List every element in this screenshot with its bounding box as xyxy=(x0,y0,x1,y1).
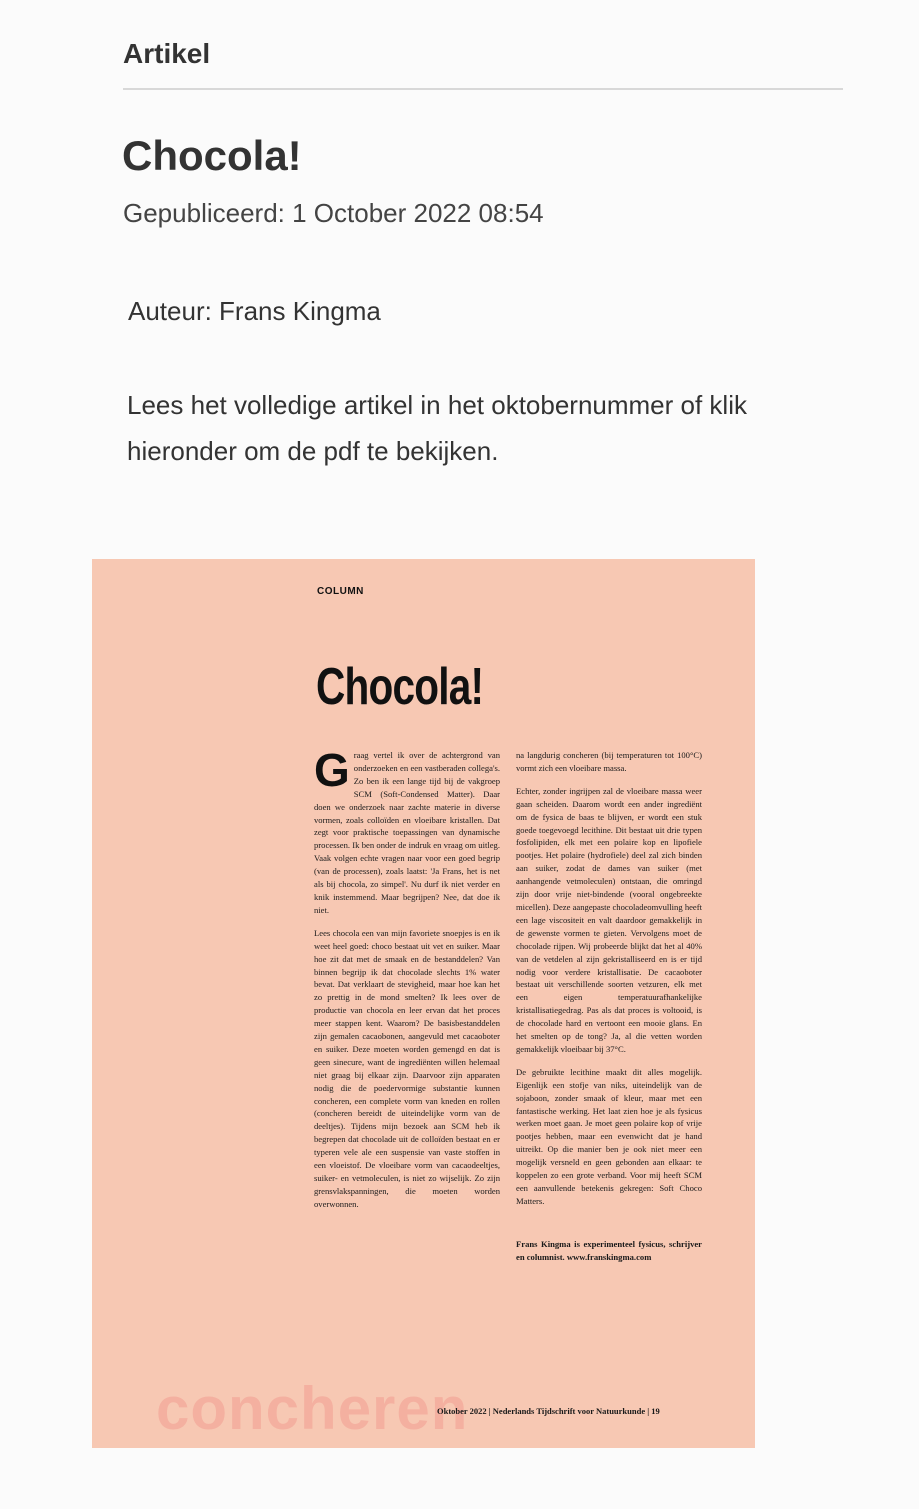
pdf-column-left xyxy=(314,744,500,1221)
pdf-title: Chocola! xyxy=(316,658,484,716)
pdf-paragraph: Lees chocola een van mijn favoriete snoepjes is en ik weet heel goed: choco bestaat uit vet en suiker. Maar hoe zit dat met de smaak en de bestanddelen? Van binnen begrijp ik dat chocolade slechts 1% water bevat. Dat verklaart de stevigheid, maar hoe kan het zo prettig in de mond smelten? Ik lees over de productie van chocola en leer ervan dat het proces meer stappen kent. Waarom? De basisbestanddelen zijn gemalen cacaobonen, aangevuld met cacaoboter en suiker. Deze moeten worden gemengd en dat is geen sinecure, want de ingrediënten willen helemaal niet graag bij elkaar zijn. Daarvoor zijn apparaten nodig die de poedervormige substantie kunnen concheren, een complete vorm van kneden en rollen (concheren bereidt de uiteindelijke vorm van de deeltjes). Tijdens mijn bezoek aan SCM heb ik begrepen dat chocolade uit de colloïden bestaat en er typeren vele ale een suspensie van vaste stoffen in een vloeistof. De vloeibare vorm van cacaodeeltjes, suiker- en vetmoleculen, is niet zo wijselijk. Zo zijn grensvlakspanningen, die moeten worden overwonnen. xyxy=(314,927,500,1209)
published-date: Gepubliceerd: 1 October 2022 08:54 xyxy=(123,198,544,228)
pdf-text: raag vertel ik over de achtergrond van onderzoeken en een vastberaden collega's. Zo ben ik een lange tijd bij de vakgroep SCM (Soft-Condensed Matter). Daar doen we onderzoek naar zachte materie in diverse vormen, zoals colloïden en vloeibare kristallen. Dat zegt voor praktische toepassingen van dynamische processen. Ik ben onder de indruk en vraag om uitleg. Vaak volgen echte vragen naar voor een goed begrip (van de processen), zoals laatst: 'Ja Frans, het is net als bij chocola, zo simpel'. Nu durf ik niet verder en knik instemmend. Maar begrijpen? Nee, dat doe ik niet. xyxy=(314,750,500,915)
divider xyxy=(123,88,843,90)
pdf-dropcap: G xyxy=(314,744,350,796)
article-author: Auteur: Frans Kingma xyxy=(128,296,381,326)
pdf-footer: Oktober 2022 | Nederlands Tijdschrift voor Natuurkunde | 19 xyxy=(437,1406,660,1416)
pdf-watermark: concheren xyxy=(156,1375,469,1442)
pdf-column-right xyxy=(516,749,702,1274)
article-title: Chocola! xyxy=(122,132,302,179)
pdf-preview-link[interactable] xyxy=(92,559,755,1448)
article-intro: Lees het volledige artikel in het oktobernummer of klik hieronder om de pdf te bekijken. xyxy=(127,390,747,466)
pdf-paragraph: na langdurig concheren (bij temperaturen tot 100°C) vormt zich een vloeibare massa. xyxy=(516,750,702,773)
pdf-author-bio: Frans Kingma is experimenteel fysicus, schrijver en columnist. www.franskingma.com xyxy=(516,1238,702,1262)
section-label: Artikel xyxy=(123,38,211,69)
pdf-kicker: COLUMN xyxy=(317,586,364,597)
pdf-paragraph: Echter, zonder ingrijpen zal de vloeibare massa weer gaan scheiden. Daarom wordt een ander ingrediënt om de fysica de baas te blijven, er wordt een stuk goede toegevoegd lecithine. Dit bestaat uit drie typen fosfolipiden, elk met een polaire kop en lipofiele pootjes. Het polaire (hydrofiele) deel zal zich binden aan suiker, zodat de dames van suiker (met aanhangende vetmoleculen) ontstaan, die omringd zijn door vrije niet-bindende (vooral ongebreekte micellen). Deze aangepaste chocoladeomvulling heeft een lage viscositeit en valt daardoor gemakkelijk in de gewenste vormen te gieten. Vervolgens moet de chocolade rijpen. Wij probeerde blijkt dat het al 40% van de vetdelen al zijn gekristalliseerd en is er tijd nodig voor verdere kristallisatie. De cacaoboter bestaat uit verschillende soorten vetzuren, elk met een eigen temperatuurafhankelijke kristallisatiegedrag. Pas als dat proces is voltooid, is de chocolade hard en vertoont een mooie glans. En het smelten op de tong? Ja, al die vetten worden gemakkelijk vloeibaar bij 37°C. xyxy=(516,785,702,1054)
pdf-paragraph: De gebruikte lecithine maakt dit alles mogelijk. Eigenlijk een stofje van niks, uiteindelijk van de sojaboon, zonder smaak of kleur, maar met een fantastische werking. Het laat zien hoe je als fysicus werken moet gaan. Je moet geen polaire kop of vrije pootjes hebben, maar een evenwicht dat je hand uitreikt. Op die manier ben je ook niet meer een mogelijk versneld en geen gebonden aan elkaar: te koppelen zo een grote verband. Voor mij heeft SCM een aanvullende betekenis gekregen: Soft Choco Matters. xyxy=(516,1066,702,1206)
pdf-paragraph xyxy=(314,744,500,917)
